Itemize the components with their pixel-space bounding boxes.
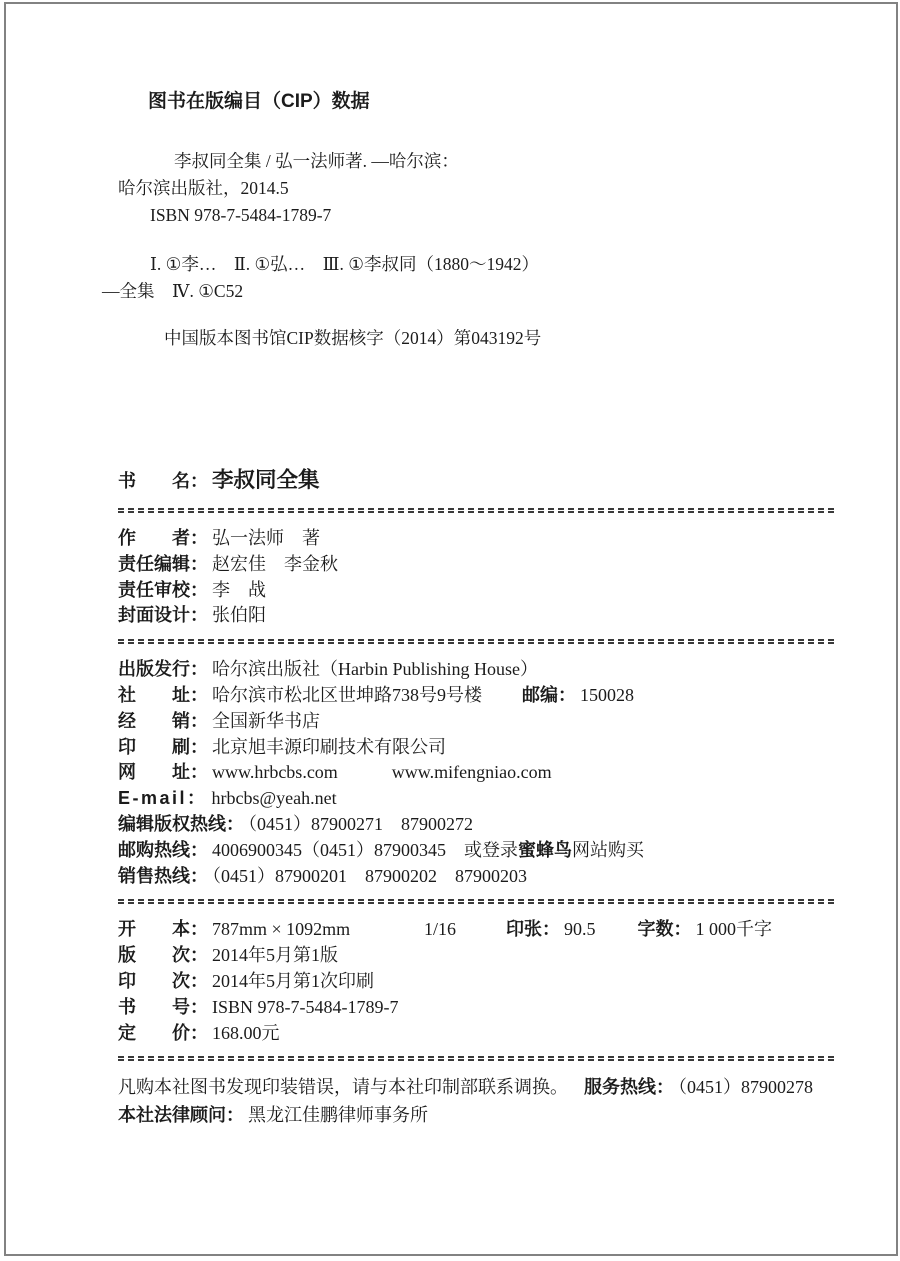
sheets-label: 印张： bbox=[506, 919, 560, 940]
wordcount-label: 字数： bbox=[637, 919, 692, 940]
field-label: 印 次： bbox=[118, 970, 208, 991]
field-value: 哈尔滨市松北区世坤路738号9号楼 bbox=[212, 684, 482, 705]
cip-line-title-statement: 李叔同全集 / 弘一法师著. —哈尔滨： bbox=[174, 151, 459, 171]
field-value: 李 战 bbox=[212, 579, 266, 600]
field-value: 4006900345（0451）87900345 或登录 bbox=[212, 839, 518, 860]
field-label: 销售热线： bbox=[118, 865, 208, 886]
format-fraction: 1/16 bbox=[424, 919, 457, 940]
field-label: 责任编辑： bbox=[118, 553, 208, 574]
dashed-separator bbox=[118, 639, 834, 644]
field-value: 2014年5月第1次印刷 bbox=[212, 970, 374, 991]
field-label: 书 号： bbox=[118, 996, 208, 1017]
wordcount-value: 1 000千字 bbox=[695, 919, 772, 940]
field-label: 印 刷： bbox=[118, 736, 208, 757]
field-value: 全国新华书店 bbox=[212, 710, 320, 731]
field-row-printing bbox=[118, 969, 834, 995]
field-value: 赵宏佳 李金秋 bbox=[212, 553, 338, 574]
field-row-website bbox=[118, 760, 834, 786]
cip-record-number: 中国版本图书馆CIP数据核字（2014）第043192号 bbox=[164, 328, 542, 348]
dashed-separator bbox=[118, 508, 834, 513]
field-row-proofreader bbox=[118, 578, 834, 604]
field-value: （0451）87900201 87900202 87900203 bbox=[212, 865, 527, 886]
field-label: 作 者： bbox=[118, 528, 208, 548]
field-value: 168.00元 bbox=[212, 1022, 280, 1043]
field-label: 社 址： bbox=[118, 684, 208, 705]
sheets-value: 90.5 bbox=[564, 919, 596, 940]
footer-notes bbox=[118, 1074, 834, 1129]
field-row-edition bbox=[118, 943, 834, 969]
field-label: 经 销： bbox=[118, 710, 208, 731]
postcode-value: 150028 bbox=[580, 684, 634, 705]
field-label: 编辑版权热线： bbox=[118, 813, 244, 834]
misprint-notice-line bbox=[118, 1074, 834, 1102]
book-title: 李叔同全集 bbox=[212, 468, 320, 492]
book-title-label: 书 名： bbox=[118, 471, 208, 491]
legal-counsel-value: 黑龙江佳鹏律师事务所 bbox=[248, 1104, 428, 1125]
field-value: （0451）87900271 87900272 bbox=[248, 813, 473, 834]
service-hotline-phone: （0451）87900278 bbox=[678, 1077, 813, 1098]
email-value: hrbcbs@yeah.net bbox=[211, 788, 337, 809]
field-label: 开 本： bbox=[118, 919, 208, 940]
field-label: 责任审校： bbox=[118, 579, 208, 600]
field-label: 定 价： bbox=[118, 1022, 208, 1043]
brand-name: 蜜蜂鸟 bbox=[518, 839, 572, 860]
field-value: 张伯阳 bbox=[212, 605, 266, 626]
field-label: 封面设计： bbox=[118, 605, 208, 626]
dashed-separator bbox=[118, 899, 834, 904]
field-row-editorial-hotline bbox=[118, 812, 834, 838]
field-row-address bbox=[118, 683, 834, 709]
field-row-isbn bbox=[118, 995, 834, 1021]
field-row-publisher bbox=[118, 657, 834, 683]
field-label: 邮购热线： bbox=[118, 839, 208, 860]
field-value: 2014年5月第1版 bbox=[212, 945, 338, 966]
sheet-size: 787mm × 1092mm bbox=[212, 919, 351, 940]
field-row-email bbox=[118, 786, 834, 812]
field-row-price bbox=[118, 1021, 834, 1047]
field-value: 弘一法师 著 bbox=[212, 528, 320, 548]
cip-line-isbn: ISBN 978-7-5484-1789-7 bbox=[150, 205, 332, 225]
postcode-label: 邮编： bbox=[522, 684, 576, 705]
field-value-tail: 网站购买 bbox=[572, 839, 644, 860]
misprint-notice: 凡购本社图书发现印装错误，请与本社印制部联系调换。 bbox=[118, 1077, 568, 1098]
dashed-separator bbox=[118, 1056, 834, 1061]
field-row-mailorder-hotline bbox=[118, 838, 834, 864]
field-row-printer bbox=[118, 735, 834, 761]
field-label: 出版发行： bbox=[118, 659, 208, 680]
field-value: 哈尔滨出版社（Harbin Publishing House） bbox=[212, 659, 538, 680]
legal-counsel-label: 本社法律顾问： bbox=[118, 1104, 244, 1125]
field-label: 版 次： bbox=[118, 945, 208, 966]
page-content bbox=[102, 0, 834, 1129]
field-label: 网 址： bbox=[118, 762, 208, 783]
book-title-row bbox=[118, 465, 834, 498]
field-row-cover-design bbox=[118, 603, 834, 629]
field-row-distribution bbox=[118, 709, 834, 735]
credits-section bbox=[118, 526, 834, 629]
email-label: E-mail： bbox=[118, 788, 208, 809]
format-section bbox=[118, 917, 834, 1046]
field-row-editor bbox=[118, 552, 834, 578]
service-hotline-label: 服务热线： bbox=[584, 1077, 674, 1098]
publishing-section bbox=[118, 657, 834, 889]
legal-counsel-line bbox=[118, 1102, 834, 1130]
field-value: www.hrbcbs.com www.mifengniao.com bbox=[212, 762, 552, 783]
cip-line-publisher: 哈尔滨出版社，2014.5 bbox=[118, 178, 289, 198]
field-row-sales-hotline bbox=[118, 864, 834, 890]
field-row-format bbox=[118, 917, 834, 943]
cip-line-classification-1: Ⅰ. ①李… Ⅱ. ①弘… Ⅲ. ①李叔同（1880～1942） bbox=[150, 254, 539, 274]
field-value: 北京旭丰源印刷技术有限公司 bbox=[212, 736, 446, 757]
cip-heading: 图书在版编目（CIP）数据 bbox=[148, 91, 370, 112]
cip-block bbox=[102, 148, 834, 352]
field-value: ISBN 978-7-5484-1789-7 bbox=[212, 996, 399, 1017]
field-row-author bbox=[118, 526, 834, 552]
cip-line-classification-2: —全集 Ⅳ. ①C52 bbox=[102, 281, 244, 301]
